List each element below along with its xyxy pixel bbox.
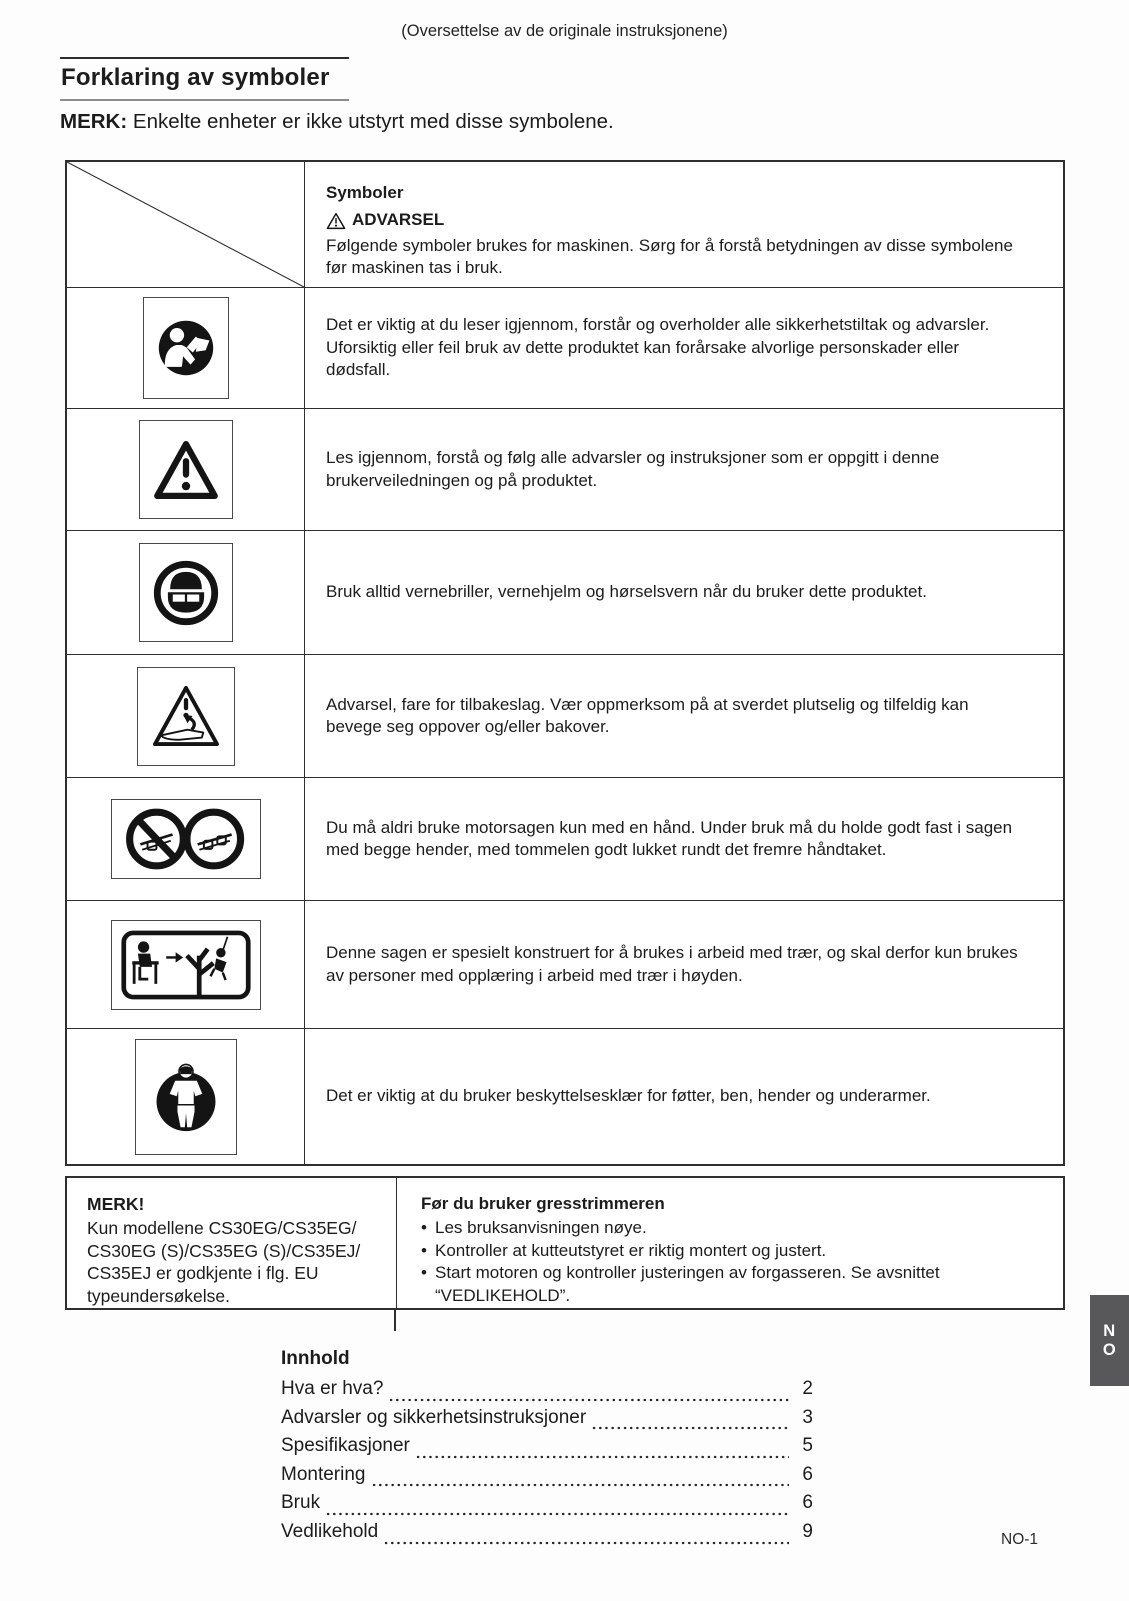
eu-approval-title: MERK! bbox=[87, 1194, 145, 1214]
symbol-text-cell bbox=[305, 655, 1063, 777]
toc-dot-leader bbox=[383, 1540, 789, 1546]
toc-entry-page: 3 bbox=[802, 1406, 813, 1428]
symbol-icon-cell bbox=[67, 531, 305, 654]
toc-dot-leader bbox=[388, 1397, 789, 1403]
toc-entry bbox=[281, 1407, 813, 1436]
header-text-cell bbox=[305, 162, 1063, 287]
toc-entry bbox=[281, 1521, 813, 1550]
symbol-description: Bruk alltid vernebriller, vernehjelm og hørselsvern når du bruker dette produktet. bbox=[326, 582, 927, 602]
toc-entry bbox=[281, 1492, 813, 1521]
toc-entry-label: Hva er hva? bbox=[281, 1378, 384, 1399]
symbol-description: Advarsel, fare for tilbakeslag. Vær oppmerksom på at sverdet plutselig og tilfeldig kan bevege seg oppover og/eller bakover. bbox=[326, 694, 969, 736]
symbol-text-cell bbox=[305, 901, 1063, 1028]
symbol-table bbox=[65, 160, 1065, 1166]
icon-box bbox=[111, 920, 261, 1010]
symbol-text-cell bbox=[305, 409, 1063, 530]
symbols-heading: Symboler bbox=[326, 183, 404, 202]
protective-clothing-icon bbox=[151, 1059, 221, 1135]
language-tab-letter: N bbox=[1103, 1321, 1116, 1340]
icon-box bbox=[135, 1039, 237, 1155]
icon-box bbox=[111, 799, 261, 879]
symbol-description: Det er viktig at du leser igjennom, forstår og overholder alle sikkerhetstiltak og advarsler. Uforsiktig eller feil bruk av dette produktet kan forårsake alvorlige personskader eller dødsfall. bbox=[326, 315, 990, 380]
bullet-marker: • bbox=[421, 1240, 427, 1260]
bottom-note-box bbox=[65, 1176, 1065, 1310]
eu-approval-note bbox=[67, 1178, 397, 1308]
icon-box bbox=[139, 420, 233, 519]
toc-entry bbox=[281, 1464, 813, 1493]
eu-approval-line: CS30EG (S)/CS35EG (S)/CS35EJ/ bbox=[87, 1240, 361, 1261]
bullet-text: Kontroller at kutteutstyret er riktig montert og justert. bbox=[435, 1240, 827, 1260]
toc-entry-label: Vedlikehold bbox=[281, 1520, 379, 1542]
symbol-table-header-row bbox=[67, 162, 1063, 287]
advarsel-heading bbox=[326, 209, 1025, 231]
before-use-bullet bbox=[421, 1217, 1023, 1239]
toc-entry-page: 6 bbox=[802, 1463, 813, 1485]
eu-approval-line: CS35EJ er godkjente i flg. EU bbox=[87, 1263, 319, 1284]
table-of-contents bbox=[281, 1348, 813, 1550]
toc-entry bbox=[281, 1378, 813, 1407]
symbol-description: Denne sagen er spesielt konstruert for å brukes i arbeid med trær, og skal derfor kun brukes av personer med opplæring i arbeid med trær i høyden. bbox=[326, 943, 1018, 985]
toc-dot-leader bbox=[325, 1511, 789, 1517]
symbol-row bbox=[67, 654, 1063, 777]
eu-approval-line: typeundersøkelse. bbox=[87, 1285, 230, 1306]
bullet-text: Start motoren og kontroller justeringen av forgasseren. Se avsnittet “VEDLIKEHOLD”. bbox=[435, 1263, 940, 1305]
divider-tail-line bbox=[394, 1310, 396, 1331]
toc-dot-leader bbox=[371, 1482, 790, 1488]
symbol-icon-cell bbox=[67, 778, 305, 900]
header-empty-cell bbox=[67, 162, 305, 287]
toc-entry-label: Montering bbox=[281, 1463, 366, 1485]
symbol-row bbox=[67, 530, 1063, 654]
page-title: Forklaring av symboler bbox=[60, 57, 349, 101]
symbol-icon-cell bbox=[67, 655, 305, 777]
no-one-hand-use-icon bbox=[117, 805, 255, 873]
toc-entry-label: Spesifikasjoner bbox=[281, 1435, 410, 1457]
before-use-note bbox=[397, 1178, 1063, 1308]
advarsel-label: ADVARSEL bbox=[352, 210, 445, 230]
read-manual-icon bbox=[152, 314, 220, 382]
toc-title: Innhold bbox=[281, 1348, 350, 1369]
symbol-icon-cell bbox=[67, 409, 305, 530]
symbol-row bbox=[67, 287, 1063, 408]
bullet-marker: • bbox=[421, 1218, 427, 1238]
symbol-text-cell bbox=[305, 288, 1063, 408]
head-protection-icon bbox=[152, 559, 220, 627]
toc-entry-page: 2 bbox=[802, 1378, 813, 1399]
toc-entry-page: 6 bbox=[802, 1492, 813, 1514]
bullet-text: Les bruksanvisningen nøye. bbox=[435, 1218, 647, 1238]
symbol-description: Du må aldri bruke motorsagen kun med en hånd. Under bruk må du holde godt fast i sagen med begge hender, med tommelen godt lukket rundt det fremre håndtaket. bbox=[326, 817, 1013, 859]
symbol-text-cell bbox=[305, 531, 1063, 654]
toc-entry bbox=[281, 1435, 813, 1464]
warning-triangle-icon bbox=[326, 212, 346, 230]
toc-entry-page: 9 bbox=[802, 1520, 813, 1542]
language-tab-letter: O bbox=[1102, 1340, 1117, 1359]
toc-entry-page: 5 bbox=[802, 1435, 813, 1457]
symbol-row bbox=[67, 777, 1063, 900]
kickback-warning-icon bbox=[150, 682, 222, 750]
language-tab bbox=[1090, 1295, 1129, 1386]
translation-note: (Oversettelse av de originale instruksjonene) bbox=[401, 22, 728, 40]
symbol-text-cell bbox=[305, 1029, 1063, 1164]
symbol-description: Les igjennom, forstå og følg alle advarsler og instruksjoner som er oppgitt i denne brukerveiledningen og på produktet. bbox=[326, 448, 940, 490]
toc-entry-label: Advarsler og sikkerhetsinstruksjoner bbox=[281, 1406, 587, 1428]
icon-box bbox=[139, 543, 233, 642]
toc-dot-leader bbox=[591, 1425, 789, 1431]
symbol-description: Det er viktig at du bruker beskyttelsesklær for føtter, ben, hender og underarmer. bbox=[326, 1086, 931, 1106]
before-use-bullet bbox=[421, 1262, 1023, 1307]
toc-entry-label: Bruk bbox=[281, 1492, 321, 1514]
tree-work-training-icon bbox=[120, 929, 252, 1001]
toc-dot-leader bbox=[415, 1454, 789, 1460]
before-use-bullet bbox=[421, 1240, 1023, 1262]
page-number: NO-1 bbox=[1001, 1531, 1039, 1548]
symbol-icon-cell bbox=[67, 288, 305, 408]
diagonal-line bbox=[67, 162, 304, 287]
before-use-title: Før du bruker gresstrimmeren bbox=[421, 1194, 665, 1213]
merk-note-text: Enkelte enheter er ikke utstyrt med disse symbolene. bbox=[132, 110, 614, 133]
header-description: Følgende symboler brukes for maskinen. Sørg for å forstå betydningen av disse symbolene før maskinen tas i bruk. bbox=[326, 235, 1013, 278]
merk-note-label: MERK: bbox=[60, 110, 128, 133]
symbol-row bbox=[67, 408, 1063, 530]
bullet-marker: • bbox=[421, 1263, 427, 1283]
icon-box bbox=[137, 667, 235, 766]
icon-box bbox=[143, 297, 229, 399]
symbol-icon-cell bbox=[67, 1029, 305, 1164]
symbol-row bbox=[67, 900, 1063, 1028]
symbol-row bbox=[67, 1028, 1063, 1164]
symbol-icon-cell bbox=[67, 901, 305, 1028]
warning-triangle-icon bbox=[151, 437, 221, 503]
eu-approval-line: Kun modellene CS30EG/CS35EG/ bbox=[87, 1218, 357, 1239]
symbol-text-cell bbox=[305, 778, 1063, 900]
merk-note bbox=[60, 110, 614, 134]
